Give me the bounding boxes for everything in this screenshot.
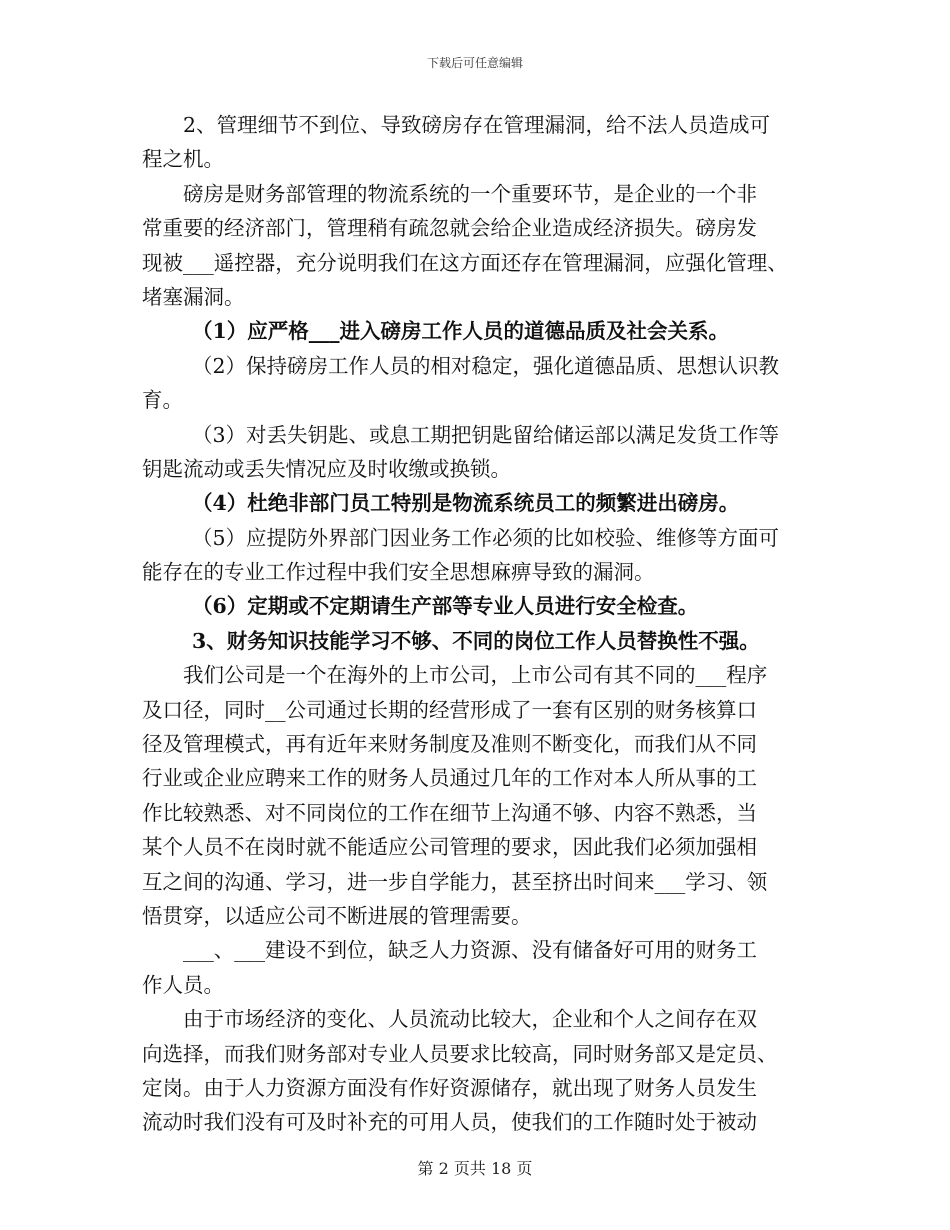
text-line: ___、___建设不到位，缺乏人力资源、没有储备好可用的财务工 — [183, 938, 757, 963]
text-line: （3）对丢失钥匙、或息工期把钥匙留给储运部以满足发货工作等 — [192, 422, 780, 447]
text-line: 径及管理模式，再有近年来财务制度及准则不断变化，而我们从不同 — [142, 732, 757, 757]
text-line: 堵塞漏洞。 — [142, 284, 245, 309]
text-line: （2）保持磅房工作人员的相对稳定，强化道德品质、思想认识教 — [192, 353, 780, 378]
text-line: 互之间的沟通、学习，进一步自学能力，甚至挤出时间来___学习、领 — [142, 869, 768, 894]
section-heading: 3、财务知识技能学习不够、不同的岗位工作人员替换性不强。 — [192, 628, 760, 653]
text-line: 程之机。 — [142, 147, 224, 172]
text-line: 作比较熟悉、对不同岗位的工作在细节上沟通不够、内容不熟悉，当 — [142, 800, 757, 825]
text-line-bold: （6）定期或不定期请生产部等专业人员进行安全检查。 — [192, 594, 699, 619]
text-line: 行业或企业应聘来工作的财务人员通过几年的工作对本人所从事的工 — [142, 766, 757, 791]
text-line-bold: （1）应严格___进入磅房工作人员的道德品质及社会关系。 — [192, 319, 730, 344]
text-line: 作人员。 — [142, 972, 224, 997]
text-line: 某个人员不在岗时就不能适应公司管理的要求，因此我们必须加强相 — [142, 835, 757, 860]
text-line: 由于市场经济的变化、人员流动比较大，企业和个人之间存在双 — [183, 1007, 757, 1032]
text-line: 悟贯穿，以适应公司不断进展的管理需要。 — [142, 903, 532, 928]
text-line: 钥匙流动或丢失情况应及时收缴或换锁。 — [142, 456, 511, 481]
document-body — [142, 108, 822, 1140]
text-line: （5）应提防外界部门因业务工作必须的比如校验、维修等方面可 — [192, 525, 780, 550]
page-footer: 第 2 页共 18 页 — [417, 1159, 533, 1178]
text-line: 我们公司是一个在海外的上市公司，上市公司有其不同的___程序 — [183, 663, 768, 688]
text-line: 定岗。由于人力资源方面没有作好资源储存，就出现了财务人员发生 — [142, 1075, 757, 1100]
text-line: 磅房是财务部管理的物流系统的一个重要环节，是企业的一个非 — [183, 181, 757, 206]
text-line: 向选择，而我们财务部对专业人员要求比较高，同时财务部又是定员、 — [142, 1041, 778, 1066]
text-line: 育。 — [142, 388, 183, 413]
text-line: 常重要的经济部门，管理稍有疏忽就会给企业造成经济损失。磅房发 — [142, 216, 757, 241]
header-note: 下载后可任意编辑 — [426, 56, 523, 70]
text-line: 2、管理细节不到位、导致磅房存在管理漏洞，给不法人员造成可 — [183, 113, 771, 137]
text-line-bold: （4）杜绝非部门员工特别是物流系统员工的频繁进出磅房。 — [192, 491, 740, 516]
text-line: 能存在的专业工作过程中我们安全思想麻痹导致的漏洞。 — [142, 560, 655, 585]
text-line: 现被___遥控器，充分说明我们在这方面还存在管理漏洞，应强化管理、 — [142, 250, 788, 275]
text-line: 流动时我们没有可及时补充的可用人员，使我们的工作随时处于被动 — [142, 1110, 757, 1135]
text-line: 及口径，同时__公司通过长期的经营形成了一套有区别的财务核算口 — [142, 697, 757, 722]
